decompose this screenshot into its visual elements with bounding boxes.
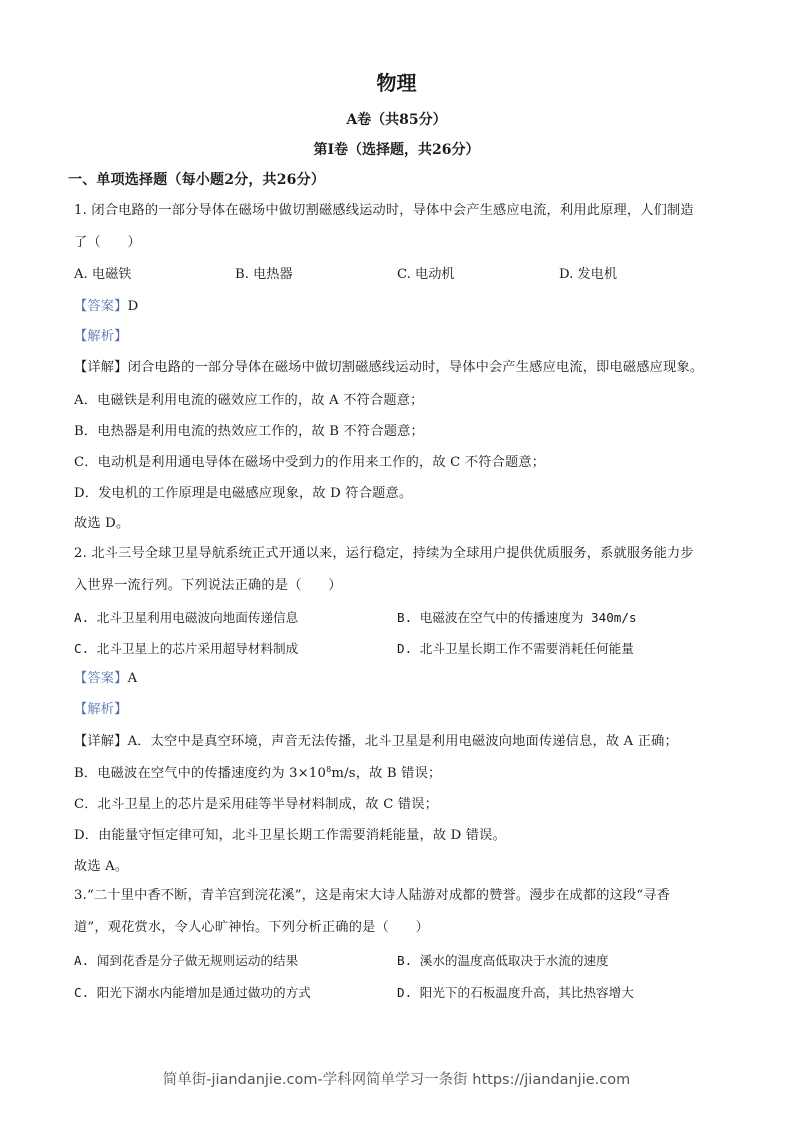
q1-explanation-a: A．电磁铁是利用电流的磁效应工作的，故 A 不符合题意； — [74, 393, 424, 408]
q3-option-b: B. 溪水的温度高低取决于水流的速度 — [397, 953, 609, 968]
q2-answer — [74, 669, 137, 689]
q2-explanation-d: D．由能量守恒定律可知，北斗卫星长期工作需要消耗能量，故 D 错误。 — [74, 828, 506, 843]
answer-label: 【答案】 — [74, 671, 128, 686]
q3-option-d: D. 阳光下的石板温度升高，其比热容增大 — [397, 985, 634, 1000]
q2-option-d: D. 北斗卫星长期工作不需要消耗任何能量 — [397, 641, 634, 656]
q1-explanation-c: C．电动机是利用通电导体在磁场中受到力的作用来工作的，故 C 不符合题意； — [74, 455, 546, 470]
explanation-b-text: B．电磁波在空气中的传播速度约为 3×10 — [74, 766, 327, 781]
q2-option-c: C. 北斗卫星上的芯片采用超导材料制成 — [74, 641, 299, 656]
q2-explanation-b — [74, 764, 441, 784]
exponent: 8 — [326, 765, 332, 774]
q1-explanation-b: B．电热器是利用电流的热效应工作的，故 B 不符合题意； — [74, 424, 424, 439]
answer-label: 【答案】 — [74, 299, 128, 314]
q1-option-c: C. 电动机 — [397, 267, 455, 282]
answer-value: D — [127, 299, 139, 314]
answer-value: A — [127, 671, 138, 686]
q2-stem-line2: 入世界一流行列。下列说法正确的是（ ） — [74, 578, 342, 593]
q1-analysis-label: 【解析】 — [74, 329, 128, 344]
q1-answer — [74, 297, 138, 317]
q1-option-a: A. 电磁铁 — [74, 267, 132, 282]
q1-detail — [74, 358, 703, 378]
part-title: 第Ⅰ卷（选择题，共26分） — [313, 142, 480, 158]
q1-explanation-d: D．发电机的工作原理是电磁感应现象，故 D 符合题意。 — [74, 486, 413, 501]
q1-stem-line1: 1. 闭合电路的一部分导体在磁场中做切割磁感线运动时，导体中会产生感应电流，利用此原理，人们制造 — [74, 203, 694, 218]
volume-title: A卷（共85分） — [346, 112, 447, 128]
q1-option-b: B. 电热器 — [235, 267, 293, 282]
detail-text: 闭合电路的一部分导体在磁场中做切割磁感线运动时，导体中会产生感应电流，即电磁感应现象。 — [127, 360, 704, 375]
q2-detail — [74, 732, 678, 752]
q1-option-d: D. 发电机 — [559, 267, 618, 282]
detail-text: A．太空中是真空环境，声音无法传播，北斗卫星是利用电磁波向地面传递信息，故 A 正确； — [127, 734, 678, 749]
subject-title: 物理 — [376, 71, 417, 95]
q2-analysis-label: 【解析】 — [74, 702, 128, 717]
q2-conclusion: 故选 A。 — [74, 859, 129, 874]
footer-watermark: 简单街-jiandanjie.com-学科网简单学习一条街 https://jiandanjie.com — [162, 1072, 631, 1088]
q3-stem-line2: 道”，观花赏水，令人心旷神怡。下列分析正确的是（ ） — [74, 920, 430, 935]
q2-stem-line1: 2. 北斗三号全球卫星导航系统正式开通以来，运行稳定，持续为全球用户提供优质服务，系就服务能力步 — [74, 546, 694, 561]
q3-stem-line1: 3.“二十里中香不断，青羊宫到浣花溪”，这是南宋大诗人陆游对成都的赞誉。漫步在成都的这段“寻香 — [74, 888, 671, 903]
q2-explanation-c: C．北斗卫星上的芯片是采用硅等半导材料制成，故 C 错误； — [74, 797, 439, 812]
q3-option-c: C. 阳光下湖水内能增加是通过做功的方式 — [74, 985, 311, 1000]
q2-option-b: B. 电磁波在空气中的传播速度为 340m/s — [397, 610, 637, 625]
q3-option-a: A. 闻到花香是分子做无规则运动的结果 — [74, 953, 299, 968]
detail-label: 【详解】 — [74, 360, 128, 375]
q1-conclusion: 故选 D。 — [74, 516, 130, 531]
explanation-b-unit: m/s，故 B 错误； — [331, 766, 442, 781]
q2-option-a: A. 北斗卫星利用电磁波向地面传递信息 — [74, 610, 299, 625]
section-heading: 一、单项选择题（每小题2分，共26分） — [68, 172, 326, 188]
detail-label: 【详解】 — [74, 734, 128, 749]
q1-stem-line2: 了（ ） — [74, 235, 141, 250]
